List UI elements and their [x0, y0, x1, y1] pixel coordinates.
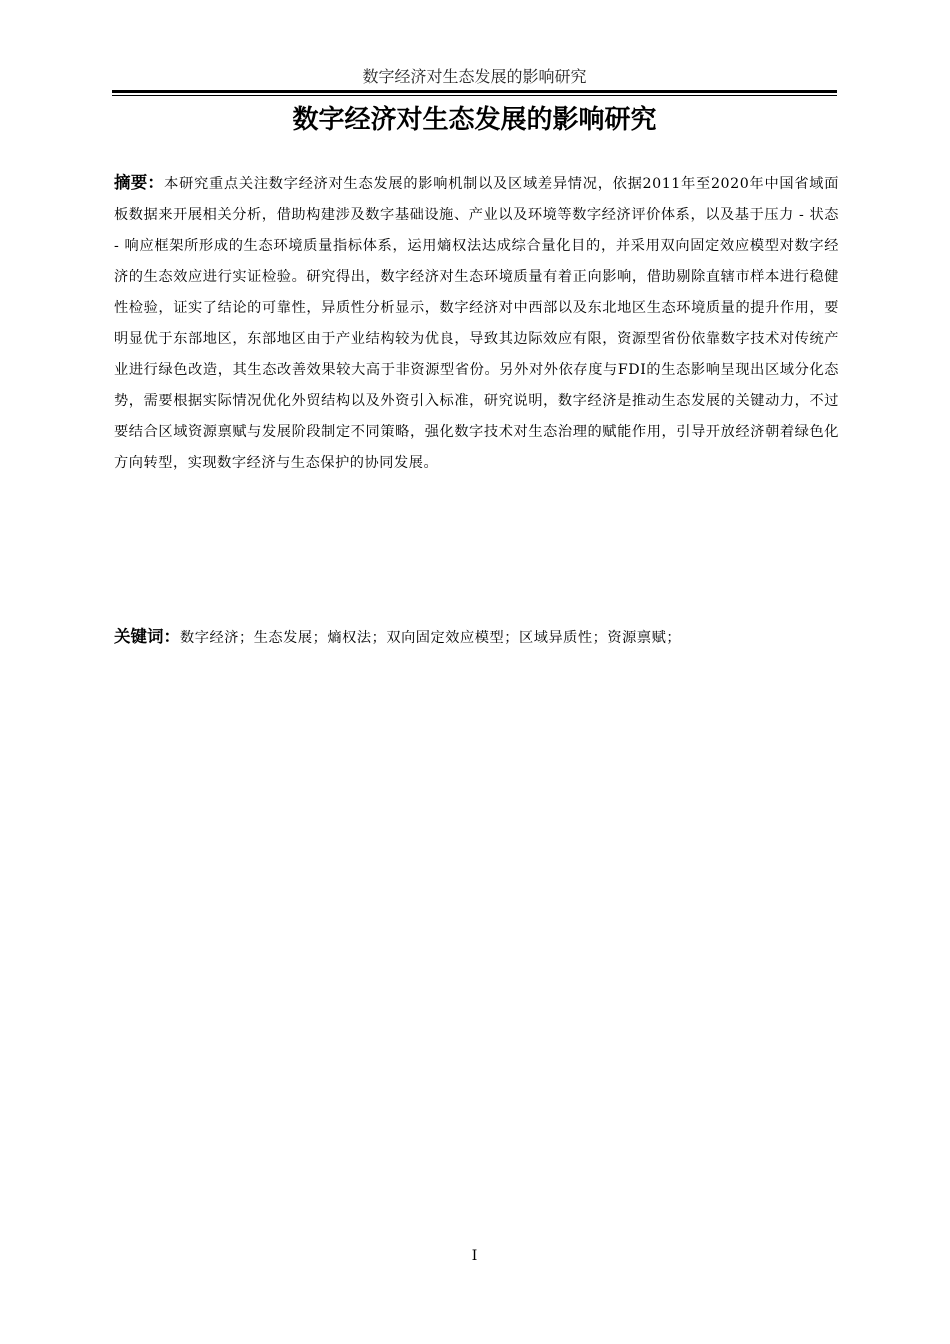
abstract-paragraph	[114, 167, 839, 479]
running-header: 数字经济对生态发展的影响研究	[362, 67, 587, 86]
page-number: I	[471, 1248, 478, 1264]
header-divider-thick	[112, 90, 837, 93]
document-title: 数字经济对生态发展的影响研究	[292, 105, 657, 135]
keywords-label: 关键词：	[114, 627, 180, 646]
keywords-paragraph	[114, 622, 839, 653]
abstract-label: 摘要：	[114, 173, 165, 192]
abstract-text: 本研究重点关注数字经济对生态发展的影响机制以及区域差异情况，依据2011年至2020年中国省域面板数据来开展相关分析，借助构建涉及数字基础设施、产业以及环境等数字经济评价体系，以及基于压力 - 状态 - 响应框架所形成的生态环境质量指标体系，运用熵权法达成综合量化目的，并采用双向固定效应模型对数字经济的生态效应进行实证检验。研究得出，数字经济对生态环境质量有着正向影响，借助剔除直辖市样本进行稳健性检验，证实了结论的可靠性，异质性分析显示，数字经济对中西部以及东北地区生态环境质量的提升作用，要明显优于东部地区，东部地区由于产业结构较为优良，导致其边际效应有限，资源型省份依靠数字技术对传统产业进行绿色改造，其生态改善效果较大高于非资源型省份。另外对外依存度与FDI的生态影响呈现出区域分化态势，需要根据实际情况优化外贸结构以及外资引入标准，研究说明，数字经济是推动生态发展的关键动力，不过要结合区域资源禀赋与发展阶段制定不同策略，强化数字技术对生态治理的赋能作用，引导开放经济朝着绿色化方向转型，实现数字经济与生态保护的协同发展。	[114, 176, 839, 471]
keywords-text: 数字经济；生态发展；熵权法；双向固定效应模型；区域异质性；资源禀赋；	[180, 630, 682, 646]
header-divider-thin	[112, 95, 837, 96]
